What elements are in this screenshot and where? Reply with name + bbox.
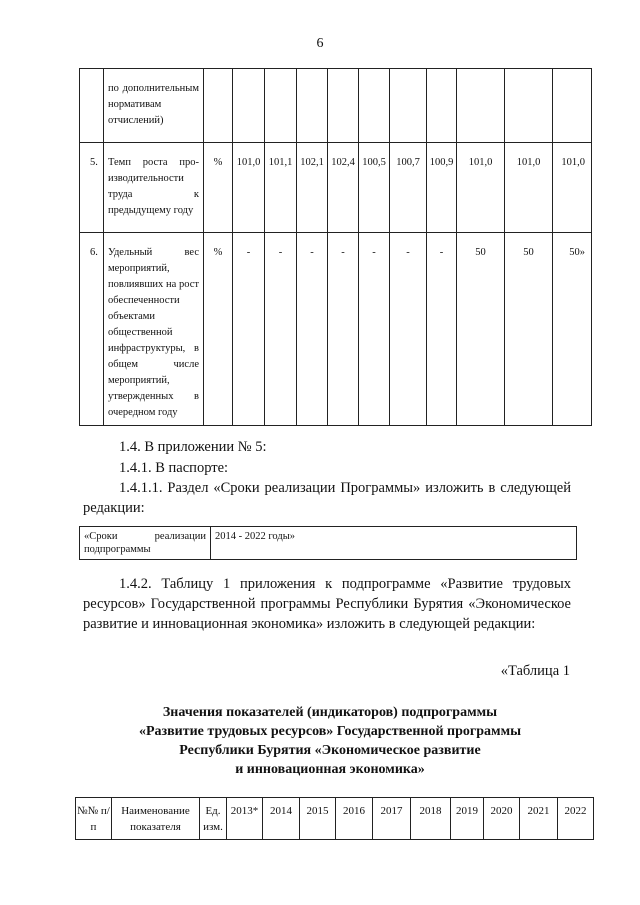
value-cell bbox=[265, 69, 297, 143]
value-cell: 101,0 bbox=[505, 143, 553, 233]
header-year: 2014 bbox=[263, 798, 300, 840]
value-cell: - bbox=[328, 233, 359, 426]
indicator-name: по дополнительным нормативам отчислений) bbox=[104, 69, 204, 143]
value-cell: 100,9 bbox=[427, 143, 457, 233]
value-cell: - bbox=[297, 233, 328, 426]
value-cell: - bbox=[359, 233, 390, 426]
paragraph-1-4-1-1: 1.4.1.1. Раздел «Сроки реализации Программы» изложить в следующей редакции: bbox=[83, 480, 571, 516]
value-cell: 102,4 bbox=[328, 143, 359, 233]
table-label: «Таблица 1 bbox=[500, 663, 570, 679]
header-year: 2013* bbox=[227, 798, 263, 840]
unit-cell: % bbox=[204, 143, 233, 233]
unit-cell bbox=[204, 69, 233, 143]
header-year: 2017 bbox=[373, 798, 411, 840]
value-cell bbox=[505, 69, 553, 143]
row-number: 6. bbox=[80, 233, 104, 426]
header-number: №№ п/п bbox=[76, 798, 112, 840]
header-year: 2018 bbox=[411, 798, 451, 840]
value-cell: 50 bbox=[457, 233, 505, 426]
table-header-row bbox=[76, 798, 594, 840]
value-cell bbox=[297, 69, 328, 143]
header-year: 2016 bbox=[336, 798, 373, 840]
value-cell: 101,1 bbox=[265, 143, 297, 233]
value-cell bbox=[233, 69, 265, 143]
indicator-name: Темп роста производительности труда к предыдущему году bbox=[104, 143, 204, 233]
heading-line: Республики Бурятия «Экономическое развитие bbox=[179, 743, 481, 758]
value-cell bbox=[457, 69, 505, 143]
header-year: 2021 bbox=[520, 798, 558, 840]
table-row bbox=[80, 69, 592, 143]
value-cell bbox=[390, 69, 427, 143]
value-cell: 101,0 bbox=[553, 143, 592, 233]
value-cell: 100,7 bbox=[390, 143, 427, 233]
value-cell: 101,0 bbox=[233, 143, 265, 233]
indicators-table-continuation bbox=[79, 68, 592, 426]
header-name: Наименование показателя bbox=[112, 798, 200, 840]
value-cell bbox=[553, 69, 592, 143]
table-row bbox=[80, 143, 592, 233]
value-cell bbox=[328, 69, 359, 143]
value-cell: - bbox=[233, 233, 265, 426]
heading-line: «Развитие трудовых ресурсов» Государственной программы bbox=[138, 724, 522, 739]
header-year: 2019 bbox=[451, 798, 484, 840]
value-cell: 50» bbox=[553, 233, 592, 426]
table-row bbox=[80, 233, 592, 426]
header-year: 2022 bbox=[558, 798, 594, 840]
table-row bbox=[80, 527, 577, 560]
value-cell bbox=[359, 69, 390, 143]
row-number bbox=[80, 69, 104, 143]
heading-line: и инновационная экономика» bbox=[235, 762, 425, 777]
value-cell: 100,5 bbox=[359, 143, 390, 233]
indicators-table-header bbox=[75, 797, 594, 840]
value-cell: 102,1 bbox=[297, 143, 328, 233]
value-cell: - bbox=[427, 233, 457, 426]
page-number: 6 bbox=[316, 36, 324, 51]
value-cell: - bbox=[390, 233, 427, 426]
table-heading bbox=[0, 703, 640, 779]
value-cell: 50 bbox=[505, 233, 553, 426]
paragraph-1-4-2: 1.4.2. Таблицу 1 приложения к подпрограмме «Развитие трудовых ресурсов» Государственной программы Республики Бурятия «Экономическое развитие и инновационная экономика» изложить в следующей редакции: bbox=[83, 576, 571, 632]
unit-cell: % bbox=[204, 233, 233, 426]
row-number: 5. bbox=[80, 143, 104, 233]
heading-line: Значения показателей (индикаторов) подпрограммы bbox=[162, 705, 498, 720]
header-unit: Ед. изм. bbox=[200, 798, 227, 840]
indicator-name: Удельный вес мероприятий, повлиявших на рост обеспеченности объектами общественной инфраструктуры, в общем числе мероприятий, утвержденных в очередном году bbox=[104, 233, 204, 426]
paragraph-1-4-1: 1.4.1. В паспорте: bbox=[119, 460, 229, 476]
term-value: 2014 - 2022 годы» bbox=[211, 527, 577, 560]
term-label: «Сроки реализации подпрограммы bbox=[80, 527, 211, 560]
value-cell: - bbox=[265, 233, 297, 426]
header-year: 2015 bbox=[300, 798, 336, 840]
value-cell: 101,0 bbox=[457, 143, 505, 233]
header-year: 2020 bbox=[484, 798, 520, 840]
program-term-table bbox=[79, 526, 577, 560]
paragraph-1-4: 1.4. В приложении № 5: bbox=[119, 439, 267, 455]
value-cell bbox=[427, 69, 457, 143]
